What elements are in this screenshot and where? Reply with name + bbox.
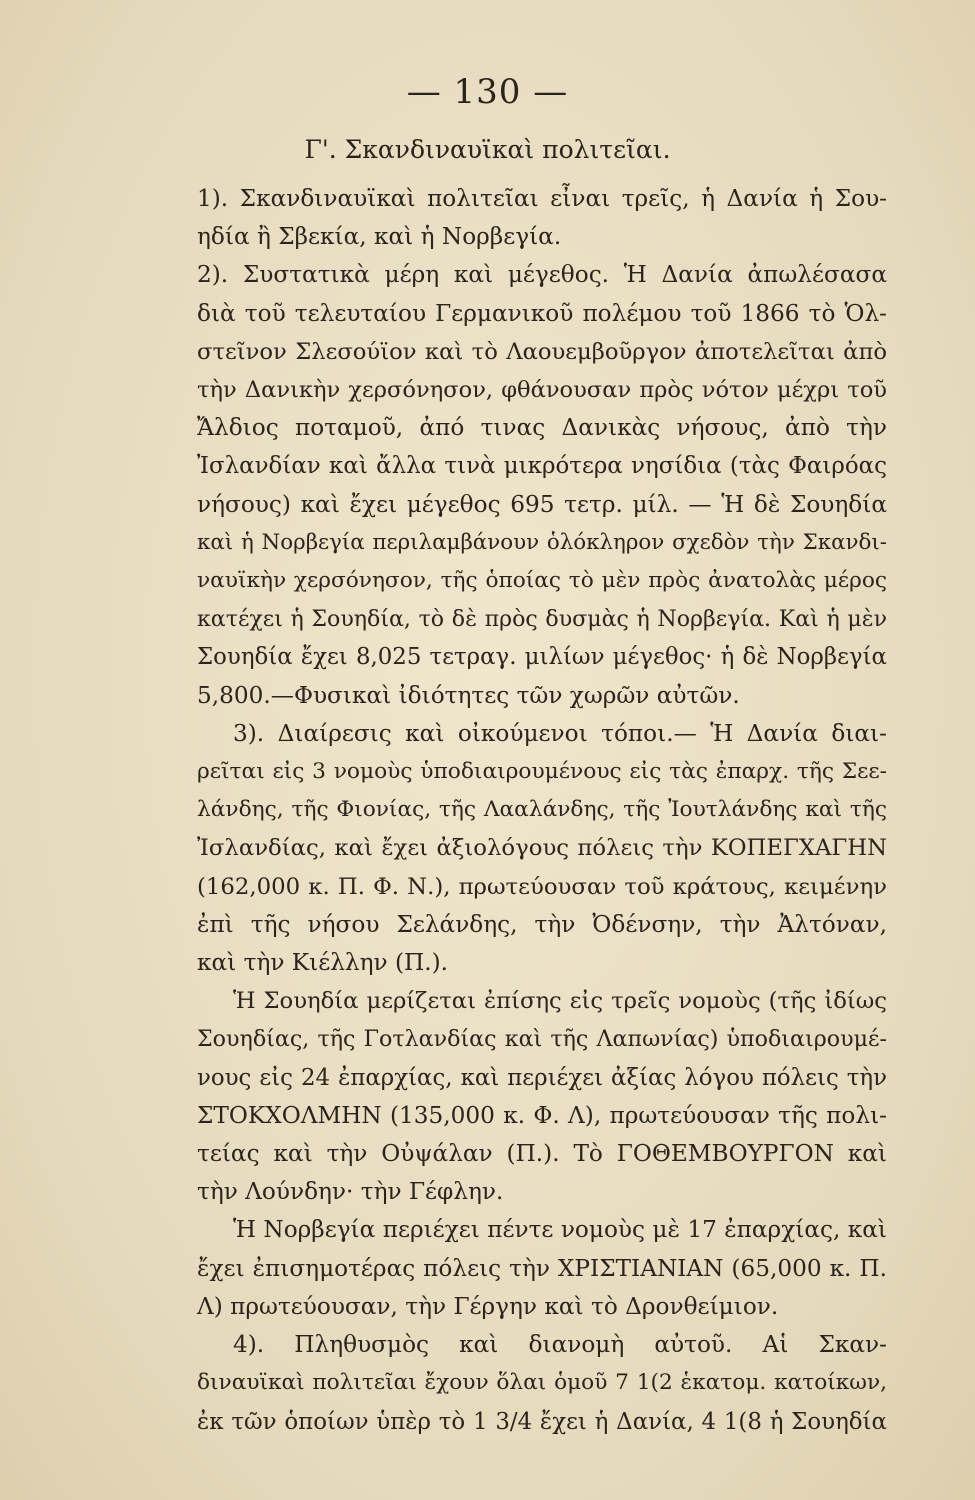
text-line: Ἄλδιος ποταμοῦ, ἀπό τινας Δανικὰς νήσους, ἀπὸ τὴν [197, 414, 887, 442]
text-line: (162,000 κ. Π. Φ. Ν.), πρωτεύουσαν τοῦ κράτους, κειμένην [197, 873, 887, 900]
text-line: Ἡ Νορβεγία περιέχει πέντε νομοὺς μὲ 17 ἐπαρχίας, καὶ [233, 1216, 887, 1244]
text-line: 2). Συστατικὰ μέρη καὶ μέγεθος. Ἡ Δανία ἀπωλέσασα [197, 261, 887, 289]
text-line: ἔχει ἐπισημοτέρας πόλεις τὴν ΧΡΙΣΤΙΑΝΙΑΝ (65,000 κ. Π. [197, 1254, 887, 1282]
text-line: Σουηδία ἔχει 8,025 τετραγ. μιλίων μέγεθος· ἡ δὲ Νορβεγία [197, 644, 887, 671]
text-line: Ἡ Σουηδία μερίζεται ἐπίσης εἰς τρεῖς νομοὺς (τῆς ἰδίως [233, 988, 887, 1015]
text-line: διναυϊκαὶ πολιτεῖαι ἔχουν ὅλαι ὁμοῦ 7 1(2 ἑκατομ. κατοίκων, [197, 1370, 887, 1396]
text-line: λάνδης, τῆς Φιονίας, τῆς Λααλάνδης, τῆς Ἰουτλάνδης καὶ τῆς [197, 797, 887, 823]
text-line: 5,800.—Φυσικαὶ ἰδιότητες τῶν χωρῶν αὐτῶν. [197, 681, 740, 709]
text-line: ηδία ἢ Σβεκία, καὶ ἡ Νορβεγία. [197, 223, 562, 251]
text-line: διὰ τοῦ τελευταίου Γερμανικοῦ πολέμου τοῦ 1866 τὸ Ὁλ- [197, 299, 887, 327]
text-line: ἐπὶ τῆς νήσου Σελάνδης, τὴν Ὀδένσην, τὴν Ἀλτόναν, [197, 910, 887, 938]
text-line: 4). Πληθυσμὸς καὶ διανομὴ αὐτοῦ. Αἱ Σκαν- [233, 1331, 887, 1359]
page-number: — 130 — [406, 72, 569, 112]
text-line: τὴν Δανικὴν χερσόνησον, φθάνουσαν πρὸς νότον μέχρι τοῦ [197, 377, 887, 404]
text-line: καὶ ἡ Νορβεγία περιλαμβάνουν ὁλόκληρον σχεδὸν τὴν Σκανδι- [197, 529, 887, 555]
text-line: Σουηδίας, τῆς Γοτλανδίας καὶ τῆς Λαπωνίας) ὑποδιαιρουμέ- [197, 1026, 887, 1053]
text-line: ρεῖται εἰς 3 νομοὺς ὑποδιαιρουμένους εἰς τὰς ἐπαρχ. τῆς Σεε- [197, 759, 887, 785]
section-heading: Γ'. Σκανδιναυϊκαὶ πολιτεῖαι. [304, 135, 671, 164]
text-line: Ἰσλανδίαν καὶ ἄλλα τινὰ μικρότερα νησίδια (τὰς Φαιρόας [197, 453, 887, 480]
body-text [197, 180, 887, 1441]
text-line: 1). Σκανδιναυϊκαὶ πολιτεῖαι εἶναι τρεῖς, ἡ Δανία ἡ Σου- [197, 185, 887, 212]
text-line: τὴν Λούνδην· τὴν Γέφλην. [197, 1178, 504, 1206]
text-line: ἐκ τῶν ὁποίων ὑπὲρ τὸ 1 3/4 ἔχει ἡ Δανία, 4 1(8 ἡ Σουηδία [197, 1408, 887, 1435]
text-line: ναυϊκὴν χερσόνησον, τῆς ὁποίας τὸ μὲν πρὸς ἀνατολὰς μέρος [197, 568, 887, 594]
text-line: Ἰσλανδίας, καὶ ἔχει ἀξιολόγους πόλεις τὴν ΚΟΠΕΓΧΑΓΗΝ [197, 835, 887, 862]
text-line: Λ) πρωτεύουσαν, τὴν Γέργην καὶ τὸ Δρονθείμιον. [197, 1292, 779, 1320]
text-line: στεῖνον Σλεσούϊον καὶ τὸ Λαουεμβοῦργον ἀποτελεῖται ἀπὸ [197, 338, 887, 365]
text-line: καὶ τὴν Κιέλλην (Π.). [197, 949, 449, 977]
text-line: 3). Διαίρεσις καὶ οἰκούμενοι τόποι.— Ἡ Δανία διαι- [233, 719, 887, 747]
text-line: νους εἰς 24 ἐπαρχίας, καὶ περιέχει ἀξίας λόγου πόλεις τὴν [197, 1064, 887, 1091]
text-line: νήσους) καὶ ἔχει μέγεθος 695 τετρ. μίλ. — Ἡ δὲ Σουηδία [197, 490, 887, 518]
text-line: ΣΤΟΚΧΟΛΜΗΝ (135,000 κ. Φ. Λ), πρωτεύουσαν τῆς πολι- [197, 1101, 887, 1129]
text-line: τείας καὶ τὴν Οὐψάλαν (Π.). Τὸ ΓΟΘΕΜΒΟΥΡΓΟΝ καὶ [197, 1140, 887, 1168]
text-line: κατέχει ἡ Σουηδία, τὸ δὲ πρὸς δυσμὰς ἡ Νορβεγία. Καὶ ἡ μὲν [197, 606, 887, 633]
